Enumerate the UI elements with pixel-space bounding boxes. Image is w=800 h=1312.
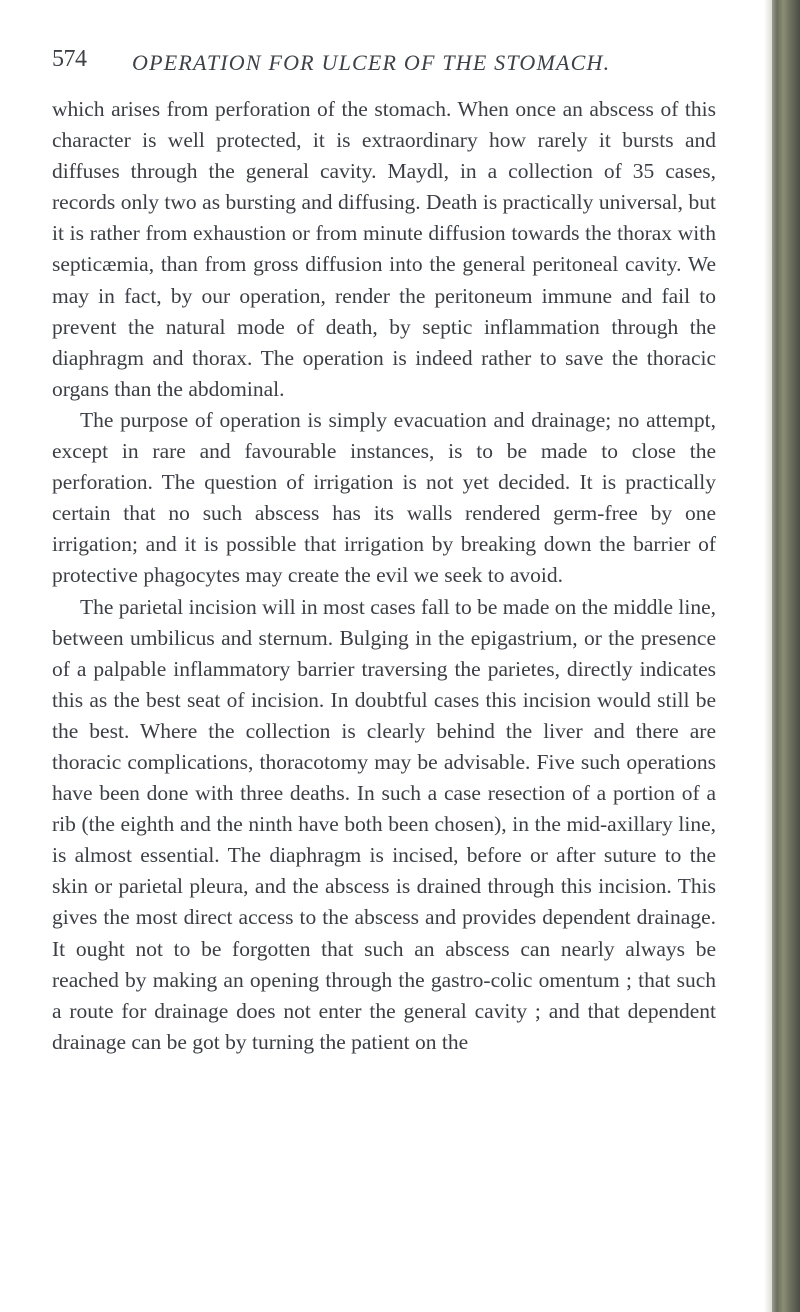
body-text [52, 94, 716, 1058]
running-head: OPERATION FOR ULCER OF THE STOMACH. [132, 50, 611, 75]
paragraph-continuation: which arises from perforation of the stomach. When once an abscess of this character is well protected, it is extraordinary how rarely it bursts and diffuses through the general cavity. Maydl, in a collection of 35 cases, records only two as bursting and diffusing. Death is practically universal, but it is rather from exhaustion or from minute diffusion towards the thorax with septicæmia, than from gross diffusion into the general peritoneal cavity. We may in fact, by our operation, render the peritoneum immune and fail to prevent the natural mode of death, by septic inflammation through the diaphragm and thorax. The operation is indeed rather to save the thoracic organs than the abdominal. [52, 97, 716, 401]
page-number: 574 [52, 46, 87, 72]
page-edge-shadow [764, 0, 772, 1312]
paragraph: The purpose of operation is simply evacuation and drainage; no attempt, except in rare and favourable instances, is to be made to close the perforation. The question of irrigation is not yet decided. It is practically certain that no such abscess has its walls rendered germ-free by one irrigation; and it is possible that irrigation by breaking down the barrier of protective phagocytes may create the evil we seek to avoid. [52, 407, 716, 588]
page-header [52, 46, 752, 82]
paragraph: The parietal incision will in most cases fall to be made on the middle line, between umbilicus and sternum. Bulging in the epigastrium, or the presence of a palpable inflammatory barrier traversing the parietes, directly indicates this as the best seat of incision. In doubtful cases this incision would still be the best. Where the collection is clearly behind the liver and there are thoracic complications, thoracotomy may be advisable. Five such operations have been done with three deaths. In such a case resection of a portion of a rib (the eighth and the ninth have both been chosen), in the mid-axillary line, is almost essential. The diaphragm is incised, before or after suture to the skin or parietal pleura, and the abscess is drained through this incision. This gives the most direct access to the abscess and provides dependent drainage. It ought not to be forgotten that such an abscess can nearly always be reached by making an opening through the gastro-colic omentum ; that such a route for drainage does not enter the general cavity ; and that dependent drainage can be got by turning the patient on the [52, 594, 716, 1054]
book-binding-edge [772, 0, 800, 1312]
